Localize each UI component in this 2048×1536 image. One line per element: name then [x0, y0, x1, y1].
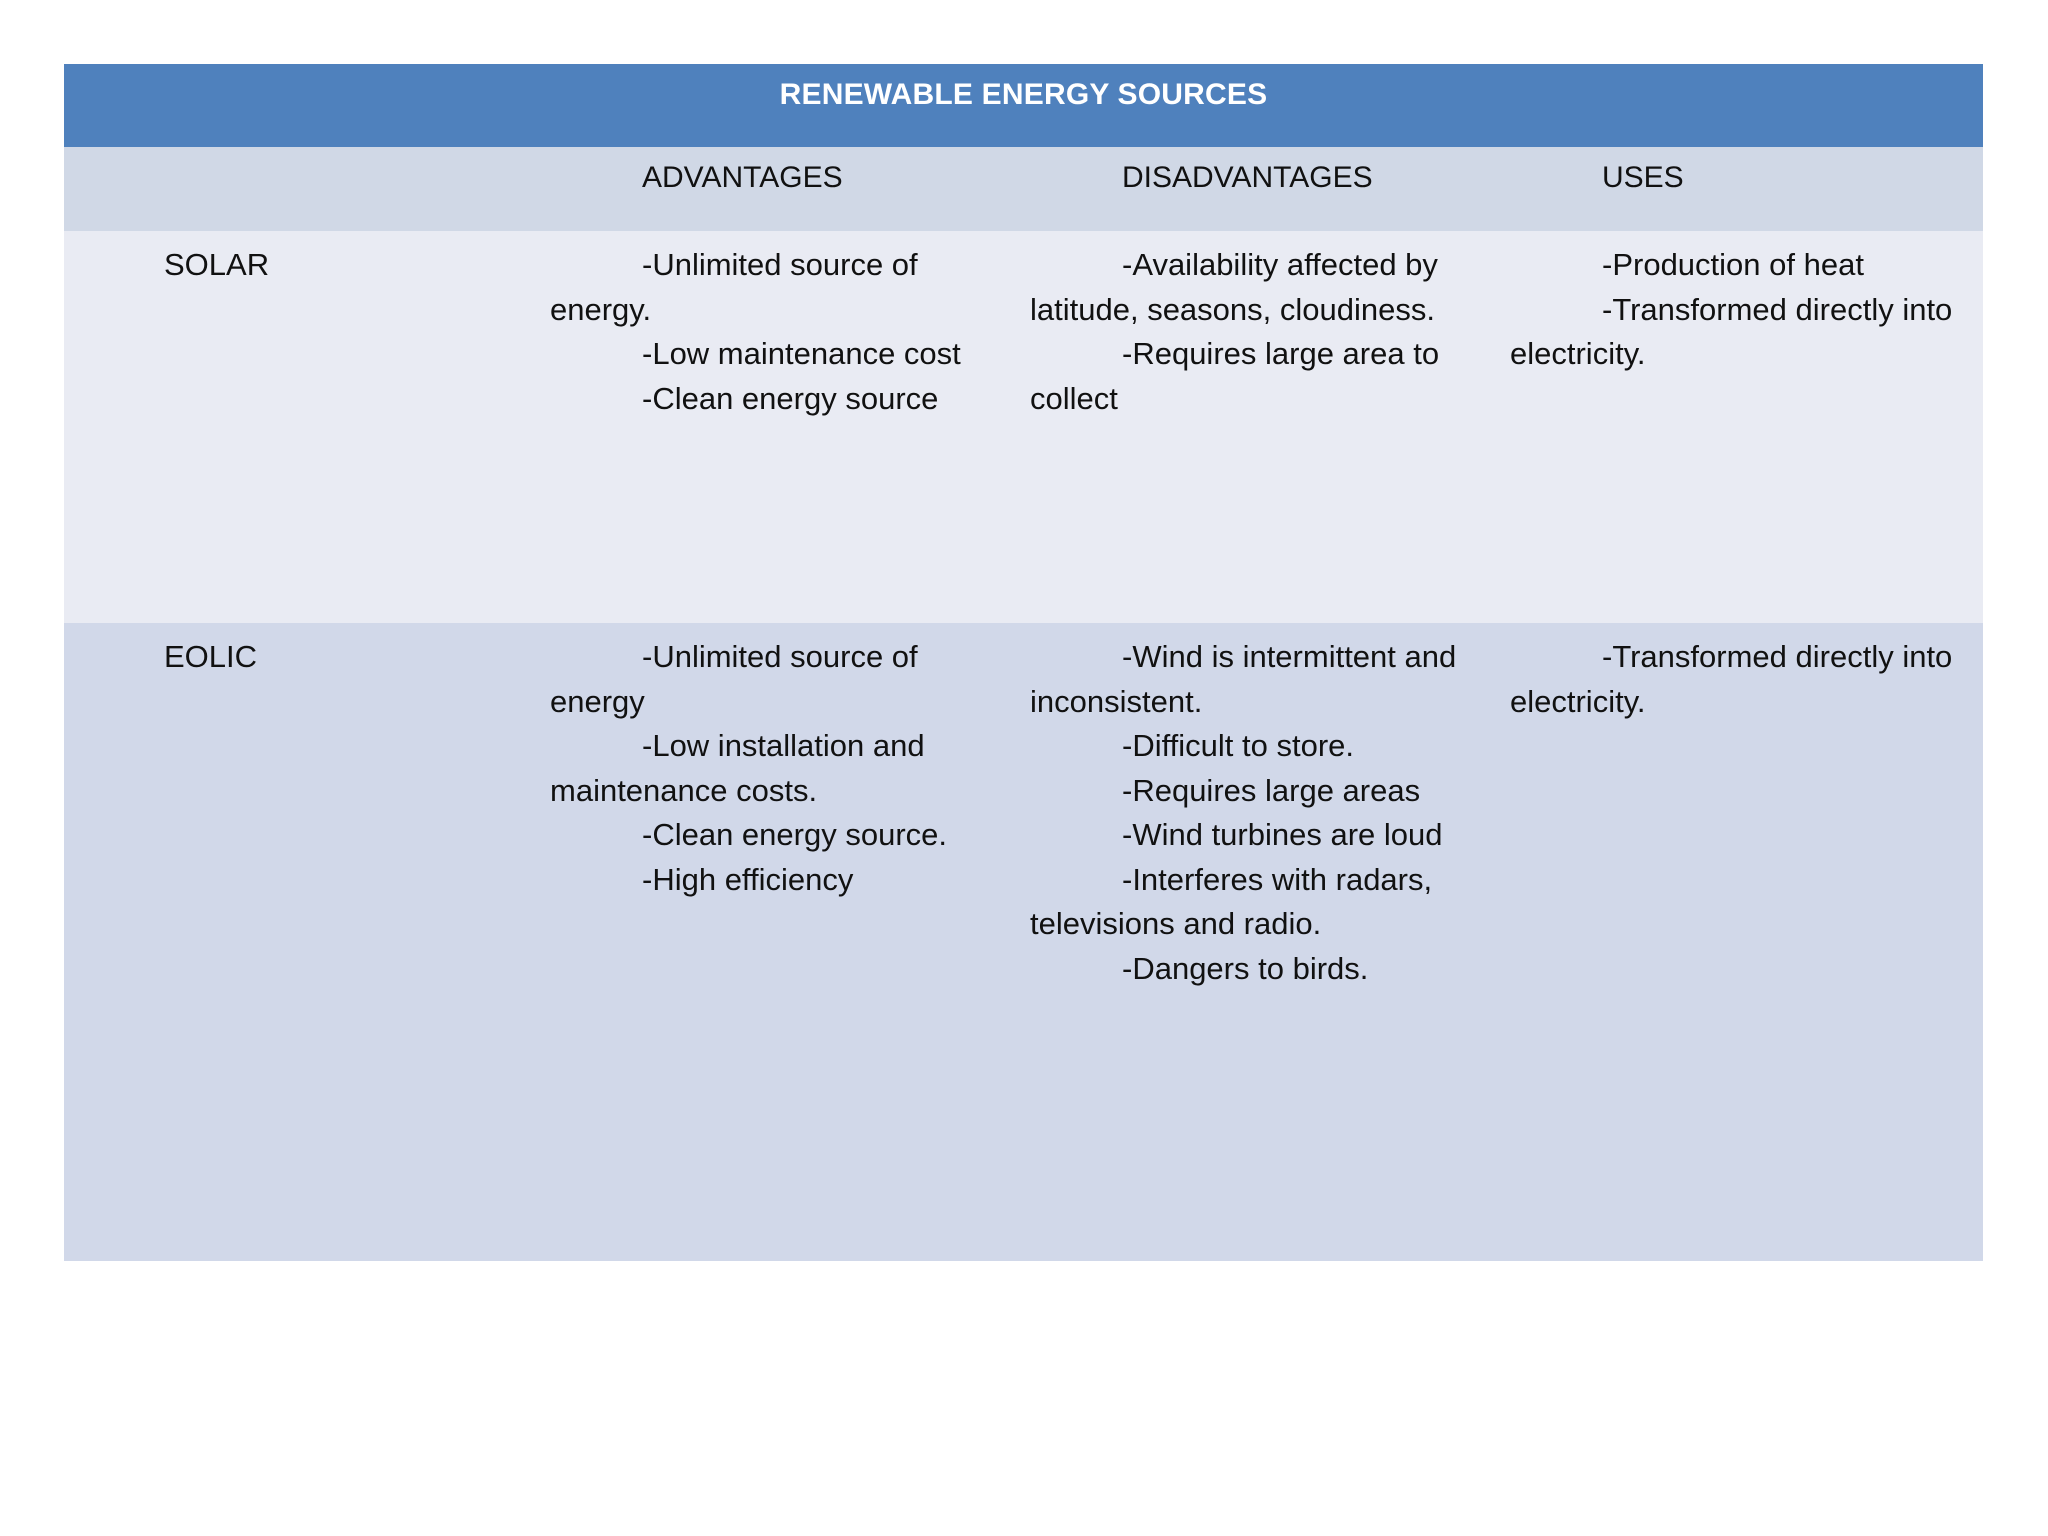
header-empty-cell	[64, 147, 550, 231]
header-advantages: ADVANTAGES	[642, 161, 843, 194]
eolic-disadvantages	[1030, 623, 1510, 1261]
solar-advantages	[550, 231, 1030, 623]
column-header-row	[64, 147, 1983, 231]
table-title: RENEWABLE ENERGY SOURCES	[64, 64, 1983, 147]
row-label-solar: SOLAR	[164, 247, 270, 282]
list-item: -Production of heat	[1602, 247, 1864, 282]
table-row-eolic	[64, 623, 1983, 1261]
table-row-solar	[64, 231, 1983, 623]
row-label-eolic: EOLIC	[164, 639, 258, 674]
header-disadvantages: DISADVANTAGES	[1122, 161, 1373, 194]
list-item: -Transformed directly into electricity.	[1510, 639, 1953, 719]
list-item: -High efficiency	[642, 861, 854, 897]
list-item: -Wind is intermittent and inconsistent.	[1030, 639, 1457, 719]
list-item: -Clean energy source	[642, 380, 939, 416]
list-item: -Unlimited source of energy.	[550, 247, 918, 327]
list-item: -Requires large area to collect	[1030, 336, 1440, 416]
list-item: -Unlimited source of energy	[550, 639, 918, 719]
solar-disadvantages	[1030, 231, 1510, 623]
eolic-uses	[1510, 623, 1983, 1261]
list-item: -Availability affected by latitude, seasons, cloudiness.	[1030, 247, 1438, 327]
eolic-advantages	[550, 623, 1030, 1261]
list-item: -Dangers to birds.	[1122, 950, 1369, 986]
list-item: -Interferes with radars, televisions and radio.	[1030, 861, 1433, 941]
solar-uses	[1510, 231, 1983, 623]
list-item: -Wind turbines are loud	[1122, 817, 1443, 852]
list-item: -Low maintenance cost	[642, 336, 961, 371]
list-item: -Clean energy source.	[642, 817, 947, 852]
list-item: -Low installation and maintenance costs.	[550, 728, 925, 808]
list-item: -Transformed directly into electricity.	[1510, 291, 1953, 371]
header-uses: USES	[1602, 161, 1684, 194]
list-item: -Requires large areas	[1122, 772, 1421, 808]
energy-sources-table	[64, 64, 1983, 1261]
list-item: -Difficult to store.	[1122, 728, 1355, 763]
